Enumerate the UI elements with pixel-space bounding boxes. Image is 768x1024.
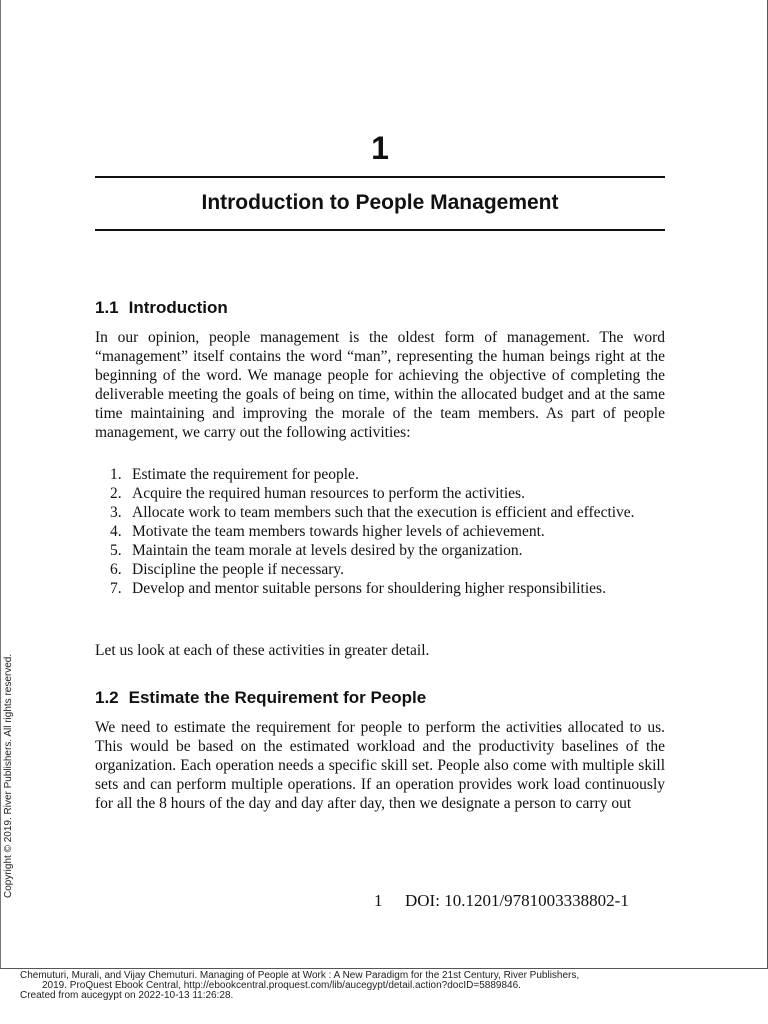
chapter-title: Introduction to People Management	[201, 191, 559, 214]
section-heading-estimate	[95, 687, 665, 709]
section-number: 1.2	[95, 688, 119, 707]
chapter-number: 1	[371, 130, 389, 166]
list-item-text: Discipline the people if necessary.	[132, 561, 345, 578]
list-item	[95, 522, 665, 541]
list-item	[95, 541, 665, 560]
list-item-number: 1.	[110, 466, 122, 483]
list-item-number: 7.	[110, 580, 122, 597]
citation-line[interactable]: 2019. ProQuest Ebook Central, http://ebookcentral.proquest.com/lib/aucegypt/detail.action?docID=5889846.	[42, 980, 521, 991]
list-item-text: Maintain the team morale at levels desired by the organization.	[132, 542, 523, 559]
list-item	[95, 503, 665, 522]
list-item-number: 5.	[110, 542, 122, 559]
list-item-number: 6.	[110, 561, 122, 578]
list-item	[95, 484, 665, 503]
chapter-bottom-rule	[95, 229, 665, 231]
list-item-text: Develop and mentor suitable persons for shouldering higher responsibilities.	[132, 580, 606, 597]
list-item-number: 4.	[110, 523, 122, 540]
page-number: 1	[374, 891, 383, 910]
list-item-text: Motivate the team members towards higher levels of achievement.	[132, 523, 545, 540]
activities-list	[95, 465, 665, 598]
chapter-top-rule	[95, 176, 665, 178]
citation-line: Created from aucegypt on 2022-10-13 11:26:28.	[20, 990, 234, 1001]
estimate-paragraph: We need to estimate the requirement for people to perform the activities allocated to us. This would be based on the estimated workload and the productivity baselines of the organization. Each operation needs a specific skill set. People also come with multiple skill sets and can perform multiple operations. If an operation provides work load continuously for all the 8 hours of the day and day after day, then we designate a person to carry out	[95, 719, 665, 812]
doi-link[interactable]: DOI: 10.1201/9781003338802-1	[405, 891, 629, 910]
section-title: Estimate the Requirement for People	[128, 688, 427, 707]
intro-paragraph: In our opinion, people management is the oldest form of management. The word “management” itself contains the word “man”, representing the human beings right at the beginning of the word. We manage people for achieving the objective of completing the deliverable meeting the goals of being on time, within the allocated budget and at the same time maintaining and improving the morale of the team members. As part of people management, we carry out the following activities:	[95, 329, 665, 441]
list-item-number: 3.	[110, 504, 122, 521]
list-item-text: Allocate work to team members such that the execution is efficient and effective.	[132, 504, 635, 521]
section-number: 1.1	[95, 298, 119, 317]
list-item-text: Estimate the requirement for people.	[132, 466, 359, 483]
closing-paragraph: Let us look at each of these activities in greater detail.	[95, 642, 430, 659]
section-heading-introduction	[95, 297, 665, 319]
copyright-notice: Copyright © 2019. River Publishers. All rights reserved.	[3, 653, 14, 898]
list-item-text: Acquire the required human resources to perform the activities.	[132, 485, 525, 502]
list-item	[95, 560, 665, 579]
list-item	[95, 465, 665, 484]
list-item	[95, 579, 665, 598]
section-title: Introduction	[128, 298, 228, 317]
citation-line: Chemuturi, Murali, and Vijay Chemuturi. Managing of People at Work : A New Paradigm for the 21st Century, River Publishers,	[20, 970, 580, 981]
citation-footer	[20, 970, 760, 1001]
list-item-number: 2.	[110, 485, 122, 502]
